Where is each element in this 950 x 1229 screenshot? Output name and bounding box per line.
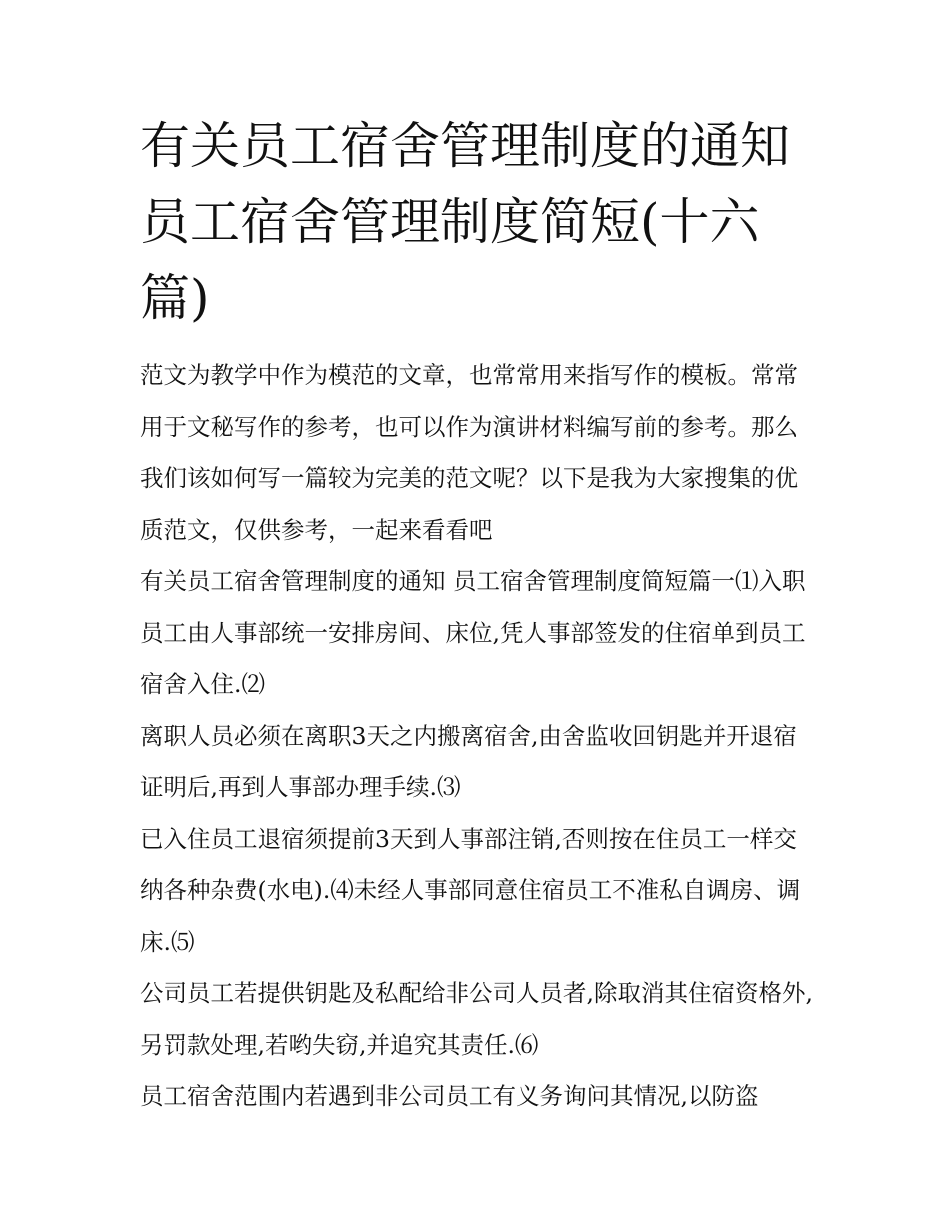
body-paragraph: 公司员工若提供钥匙及私配给非公司人员者,除取消其住宿资格外,另罚款处理,若哟失窃,并追究其责任.⑹ xyxy=(140,979,813,1059)
intro-paragraph: 范文为教学中作为模范的文章，也常常用来指写作的模板。常常用于文秘写作的参考，也可以作为演讲材料编写前的参考。那么我们该如何写一篇较为完美的范文呢？以下是我为大家搜集的优质范文，仅供参考，一起来看看吧 xyxy=(140,361,798,544)
body-paragraph: 离职人员必须在离职3天之内搬离宿舍,由舍监收回钥匙并开退宿证明后,再到人事部办理手续.⑶ xyxy=(140,721,797,801)
document-page xyxy=(140,108,820,1123)
document-title: 有关员工宿舍管理制度的通知员工宿舍管理制度简短(十六篇) xyxy=(140,117,790,327)
body-paragraph: 已入住员工退宿须提前3天到人事部注销,否则按在住员工一样交纳各种杂费(水电).⑷未经人事部同意住宿员工不准私自调房、调床.⑸ xyxy=(140,824,801,956)
body-paragraph: 有关员工宿舍管理制度的通知 员工宿舍管理制度简短篇一⑴入职员工由人事部统一安排房间、床位,凭人事部签发的住宿单到员工宿舍入住.⑵ xyxy=(140,567,806,698)
body-paragraph: 员工宿舍范围内若遇到非公司员工有义务询问其情况,以防盗 xyxy=(140,1082,759,1110)
